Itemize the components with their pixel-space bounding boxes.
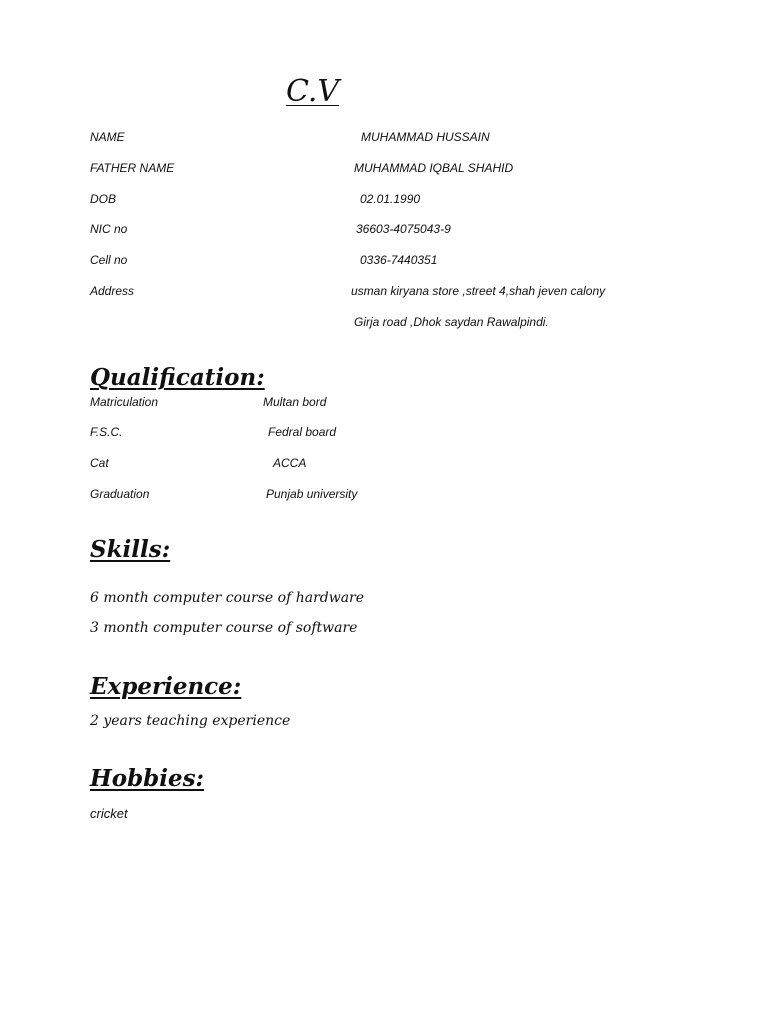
qualification-level: Cat bbox=[90, 456, 109, 470]
hobbies-text: cricket bbox=[90, 806, 128, 821]
qualification-board: Multan bord bbox=[263, 395, 327, 409]
qualification-heading: Qualification: bbox=[90, 364, 265, 391]
field-label: FATHER NAME bbox=[90, 161, 175, 175]
qualification-board: Punjab university bbox=[266, 487, 358, 501]
skill-item: 6 month computer course of hardware bbox=[90, 590, 365, 606]
field-value: MUHAMMAD HUSSAIN bbox=[361, 130, 490, 144]
field-label: Cell no bbox=[90, 253, 128, 267]
field-value: MUHAMMAD IQBAL SHAHID bbox=[354, 161, 514, 175]
qualification-board: ACCA bbox=[273, 456, 307, 470]
qualification-level: F.S.C. bbox=[90, 425, 123, 439]
field-label: Address bbox=[90, 284, 135, 298]
qualification-board: Fedral board bbox=[268, 425, 337, 439]
field-value: 36603-4075043-9 bbox=[356, 222, 451, 236]
field-value: 0336-7440351 bbox=[360, 253, 438, 267]
field-label: NIC no bbox=[90, 222, 128, 236]
field-value: Girja road ,Dhok saydan Rawalpindi. bbox=[354, 315, 549, 329]
field-label: DOB bbox=[90, 192, 117, 206]
experience-heading: Experience: bbox=[90, 673, 242, 700]
qualification-level: Matriculation bbox=[90, 395, 159, 409]
field-label: NAME bbox=[90, 130, 125, 144]
field-value: 02.01.1990 bbox=[360, 192, 421, 206]
experience-text: 2 years teaching experience bbox=[90, 713, 291, 729]
field-value: usman kiryana store ,street 4,shah jeven calony bbox=[351, 284, 606, 298]
hobbies-heading: Hobbies: bbox=[90, 765, 205, 792]
skills-heading: Skills: bbox=[90, 536, 171, 563]
qualification-level: Graduation bbox=[90, 487, 150, 501]
page-title: C.V bbox=[286, 74, 340, 109]
skill-item: 3 month computer course of software bbox=[90, 620, 358, 636]
